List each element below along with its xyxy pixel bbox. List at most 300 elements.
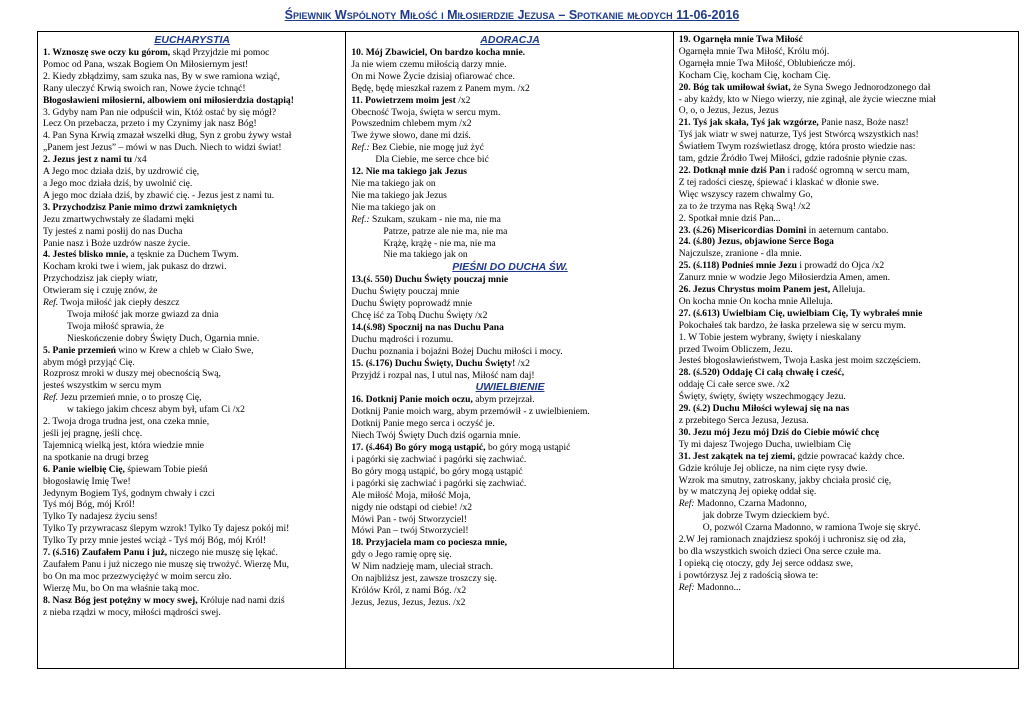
refrain-label: Ref: bbox=[678, 581, 695, 593]
song-title: 24. (ś.80) Jezus, objawione Serce Boga bbox=[678, 236, 834, 248]
song-title-line bbox=[43, 47, 341, 59]
lyric-text: skąd Przyjdzie mi pomoc bbox=[170, 47, 270, 58]
lyric-text: Kocham Cię, kocham Cię, kocham Cię. bbox=[678, 69, 831, 81]
lyric-text: i pagórki się zachwiać i pagórki się zachwiać. bbox=[351, 454, 527, 465]
lyric-text: z przebitego Serca Jezusa, Jezusa. bbox=[678, 415, 809, 426]
refrain-label: Ref. bbox=[43, 392, 59, 404]
lyric-text: 2. Kiedy zbłądzimy, sam szuka nas, By w swe ramiona wziąć, bbox=[43, 70, 280, 82]
lyric-line bbox=[351, 514, 668, 526]
lyric-line bbox=[679, 391, 1014, 403]
lyric-line bbox=[679, 129, 1014, 141]
song-title-line bbox=[43, 95, 341, 107]
lyric-text: Ty jesteś z nami posłij do nas Ducha bbox=[43, 225, 183, 237]
lyric-line bbox=[351, 370, 668, 382]
lyric-text: by w matczyną Jej opiekę oddał się. bbox=[678, 486, 817, 498]
lyric-text: Ale miłość Moja, miłość Moja, bbox=[351, 489, 471, 501]
lyric-text: oddaję Ci całe serce swe. /x2 bbox=[678, 379, 790, 391]
lyric-line bbox=[679, 582, 1014, 594]
song-title: 22. Dotknął mnie dziś Pan bbox=[678, 164, 786, 176]
lyric-text: jak dobrze Twym dzieckiem być. bbox=[702, 510, 830, 522]
lyric-text: w takiego jakim chcesz abym był, ufam Ci /x2 bbox=[67, 404, 245, 416]
lyric-line bbox=[679, 344, 1014, 356]
lyric-text: Ja nie wiem czemu miłością darzy mnie. bbox=[351, 58, 507, 70]
lyric-line bbox=[351, 71, 668, 83]
lyric-text: /x2 bbox=[515, 357, 530, 369]
lyric-text: 2. Twoja droga trudna jest, ona czeka mnie, bbox=[43, 416, 210, 428]
lyric-text: że Syna Swego Jednorodzonego dał bbox=[790, 81, 931, 93]
song-title-line bbox=[351, 166, 668, 178]
lyric-line bbox=[43, 59, 341, 71]
lyric-line bbox=[679, 94, 1014, 106]
lyric-text: Jedynym Bogiem Tyś, godnym chwały i czci bbox=[43, 487, 215, 499]
lyric-text: 4. Pan Syna Krwią zmazał wszelki dług, Syn z grobu żywy wstał bbox=[43, 130, 292, 142]
song-title: 21. Tyś jak skała, Tyś jak wzgórze, bbox=[678, 117, 819, 129]
lyric-text: Bo góry mogą ustąpić, bo góry mogą ustąpić bbox=[351, 465, 523, 477]
lyric-line bbox=[679, 379, 1014, 391]
song-title: 18. Przyjaciela mam co pociesza mnie, bbox=[351, 537, 507, 549]
song-title-line bbox=[679, 427, 1014, 439]
lyric-line bbox=[351, 454, 668, 466]
song-title-line bbox=[679, 367, 1014, 379]
lyric-text: Tylko Ty nadajesz życiu sens! bbox=[43, 511, 158, 523]
song-title: 3. Przychodzisz Panie mimo drzwi zamkniętych bbox=[43, 201, 238, 213]
lyric-text: Nie ma takiego jak Jezus bbox=[351, 189, 447, 201]
song-title: 11. Powietrzem moim jest bbox=[351, 94, 456, 106]
lyric-line bbox=[679, 177, 1014, 189]
lyric-line bbox=[351, 346, 668, 358]
lyric-text: Święty, święty, święty wszechmogący Jezu. bbox=[678, 391, 846, 403]
song-title: 25. (ś.118) Podnieś mnie Jezu bbox=[678, 260, 797, 272]
lyric-text: 1. W Tobie jestem wybrany, święty i nieskalany bbox=[678, 331, 862, 343]
lyric-text: 3. Gdyby nam Pan nie odpuścił win, Któż ostać by się mógł? bbox=[43, 106, 277, 118]
lyric-line bbox=[351, 202, 668, 214]
lyric-text: Mówi Pan - twój Stworzyciel! bbox=[351, 513, 467, 525]
lyric-line bbox=[679, 355, 1014, 367]
song-title-line bbox=[43, 595, 341, 607]
lyric-text: Powszednim chlebem mym /x2 bbox=[351, 118, 472, 130]
lyric-line bbox=[679, 153, 1014, 165]
lyric-text: Twoja miłość sprawia, że bbox=[67, 320, 164, 332]
lyric-line bbox=[43, 226, 341, 238]
refrain-label: Ref. bbox=[43, 297, 59, 309]
lyric-text: Duchu mądrości i rozumu. bbox=[351, 333, 454, 345]
refrain-label: Ref.: bbox=[351, 142, 370, 154]
lyric-text: Pomoc od Pana, wszak Bogiem On Miłosiernym jest! bbox=[43, 58, 249, 70]
lyric-text: Krążę, krążę - nie ma, nie ma bbox=[383, 237, 496, 249]
lyric-line bbox=[43, 285, 341, 297]
lyric-text: /x2 bbox=[455, 94, 471, 106]
lyric-text: Królów Król, z nami Bóg. /x2 bbox=[351, 584, 467, 596]
column-eucharystia bbox=[38, 32, 346, 668]
lyric-text: Tyś jak wiatr w swej naturze, Tyś jest Stwórcą wszystkich nas! bbox=[678, 129, 919, 141]
song-title-line bbox=[679, 225, 1014, 237]
lyric-line bbox=[43, 309, 341, 321]
lyric-text: O, pozwól Czarna Madonno, w ramiona Twoje się skryć. bbox=[702, 522, 921, 534]
lyric-text: za to że trzyma nas Ręką Swą! /x2 bbox=[678, 200, 811, 212]
lyric-text: nigdy nie odstąpi od ciebie! /x2 bbox=[351, 501, 473, 513]
refrain-label: Ref: bbox=[678, 498, 695, 510]
lyric-line bbox=[351, 549, 668, 561]
song-title: 7. (ś.516) Zaufałem Panu i już, bbox=[43, 547, 168, 559]
lyric-text: z nieba rządzi w mocy, miłości mądrości swej. bbox=[43, 606, 221, 618]
lyric-line bbox=[351, 585, 668, 597]
lyric-line bbox=[351, 525, 668, 537]
lyric-line bbox=[679, 463, 1014, 475]
lyric-line bbox=[351, 478, 668, 490]
song-title-line bbox=[679, 308, 1014, 320]
lyric-text: Rany uleczyć Krwią swoich ran, Nowe życie tchnąć! bbox=[43, 82, 246, 94]
lyric-text: O, o, o Jezus, Jezus, Jezus bbox=[678, 105, 779, 117]
songbook-sheet bbox=[37, 31, 1019, 669]
lyric-text: niczego nie muszę się lękać. bbox=[167, 547, 278, 559]
lyric-line bbox=[43, 511, 341, 523]
lyric-text: Przychodzisz jak ciepły wiatr, bbox=[43, 273, 158, 285]
song-title: 14.(ś.98) Spocznij na nas Duchu Pana bbox=[351, 321, 504, 333]
lyric-text: Niech Twój Święty Duch dziś ogarnia mnie. bbox=[351, 430, 521, 442]
lyric-text: Duchu poznania i bojaźni Bożej Duchu miłości i mocy. bbox=[351, 345, 563, 357]
lyric-line bbox=[43, 166, 341, 178]
lyric-text: Tylko Ty przy mnie jesteś wciąż - Tyś mój Bóg, mój Król! bbox=[43, 535, 267, 547]
song-title-line bbox=[679, 117, 1014, 129]
song-title: 13.(ś. 550) Duchu Święty pouczaj mnie bbox=[351, 274, 509, 286]
lyric-text: Z tej radości cieszę, śpiewać i klaskać w dłonie swe. bbox=[678, 176, 879, 188]
song-title-line bbox=[351, 358, 668, 370]
refrain-label: Ref.: bbox=[351, 213, 370, 225]
lyric-line bbox=[351, 130, 668, 142]
lyric-line bbox=[351, 107, 668, 119]
lyric-text: Jezus, Jezus, Jezus, Jezus. /x2 bbox=[351, 596, 466, 608]
lyric-line bbox=[43, 214, 341, 226]
song-title: 5. Panie przemień bbox=[43, 344, 116, 356]
lyric-line bbox=[43, 476, 341, 488]
lyric-line bbox=[679, 201, 1014, 213]
lyric-line bbox=[43, 440, 341, 452]
lyric-text: Nie ma takiego jak on bbox=[383, 249, 468, 261]
lyric-text: Alleluja. bbox=[830, 284, 866, 296]
lyric-text: gdy o Jego ramię oprę się. bbox=[351, 549, 452, 561]
lyric-text: Króluje nad nami dziś bbox=[197, 594, 285, 606]
lyric-line bbox=[679, 296, 1014, 308]
lyric-text: Ogarnęła mnie Twa Miłość, Oblubieńcze mój. bbox=[678, 57, 856, 69]
lyric-text: 2.W Jej ramionach znajdziesz spokój i uchronisz się od zła, bbox=[678, 534, 906, 546]
song-title-line bbox=[351, 47, 668, 59]
lyric-text: Gdzie króluje Jej oblicze, na nim cięte rysy dwie. bbox=[678, 462, 868, 474]
lyric-line bbox=[351, 118, 668, 130]
song-title-line bbox=[679, 260, 1014, 272]
lyric-line bbox=[679, 534, 1014, 546]
lyric-text: Twe żywe słowo, dane mi dziś. bbox=[351, 130, 471, 142]
song-title: 8. Nasz Bóg jest potężny w mocy swej, bbox=[43, 594, 198, 606]
lyric-line bbox=[43, 607, 341, 619]
lyric-text: bo On ma moc przezwyciężyć w moim sercu zło. bbox=[43, 570, 232, 582]
lyric-line bbox=[679, 522, 1014, 534]
lyric-line bbox=[43, 261, 341, 273]
song-title-line bbox=[679, 165, 1014, 177]
lyric-text: in aeternum cantabo. bbox=[806, 224, 889, 236]
lyric-line bbox=[43, 416, 341, 428]
song-title: 30. Jezu mój Jezu mój Dziś do Ciebie mówić chcę bbox=[678, 426, 880, 438]
lyric-text: Jezu zmartwychwstały ze śladami męki bbox=[43, 213, 195, 225]
lyric-text: na spotkanie na drugi brzeg bbox=[43, 451, 149, 463]
lyric-line bbox=[679, 475, 1014, 487]
lyric-line bbox=[679, 320, 1014, 332]
lyric-line bbox=[351, 430, 668, 442]
lyric-line bbox=[351, 561, 668, 573]
lyric-line bbox=[43, 321, 341, 333]
song-title: 2. Jezus jest z nami tu bbox=[43, 154, 133, 166]
lyric-text: Duchu Święty pouczaj mnie bbox=[351, 286, 460, 298]
lyric-text: i prowadź do Ojca /x2 bbox=[796, 260, 885, 272]
lyric-line bbox=[351, 59, 668, 71]
song-title: 29. (ś.2) Duchu Miłości wylewaj się na nas bbox=[678, 403, 850, 415]
lyric-line bbox=[43, 535, 341, 547]
lyric-line bbox=[351, 298, 668, 310]
song-title: 27. (ś.613) Uwielbiam Cię, uwielbiam Cię, Ty wybrałeś mnie bbox=[678, 307, 923, 319]
song-title: 26. Jezus Chrystus moim Panem jest, bbox=[678, 284, 831, 296]
song-title: 23. (ś.26) Misericordias Domini bbox=[678, 224, 807, 236]
lyric-text: Jezu przemień mnie, o to proszę Cię, bbox=[58, 392, 202, 404]
lyric-line bbox=[679, 105, 1014, 117]
lyric-text: Dla Ciebie, me serce chce bić bbox=[375, 154, 489, 166]
lyric-text: a Jego moc działa dziś, by uwolnić cię. bbox=[43, 177, 193, 189]
lyric-line bbox=[351, 334, 668, 346]
song-title: 1. Wznoszę swe oczy ku górom, bbox=[43, 47, 171, 58]
page-title: Śpiewnik Wspólnoty Miłość i Miłosierdzie Jezusa – Spotkanie młodych 11-06-2016 bbox=[284, 8, 740, 22]
lyric-line bbox=[679, 558, 1014, 570]
lyric-text: Obecność Twoja, święta w sercu mym. bbox=[351, 106, 501, 118]
song-title-line bbox=[351, 394, 668, 406]
lyric-text: - aby każdy, kto w Niego wierzy, nie zginął, ale życie wieczne miał bbox=[678, 93, 936, 105]
lyric-line bbox=[43, 107, 341, 119]
lyric-text: Więc wszyscy razem chwalmy Go, bbox=[678, 188, 813, 200]
lyric-line bbox=[43, 404, 341, 416]
lyric-text: Twoja miłość jak ciepły deszcz bbox=[58, 297, 180, 309]
lyric-text: i powtórzysz Jej z radością słowa te: bbox=[678, 569, 819, 581]
lyric-text: Tyś mój Bóg, mój Król! bbox=[43, 499, 135, 511]
column-adoracja bbox=[346, 32, 673, 668]
lyric-text: Światłem Twym rozświetlasz drogę, która prosto wiedzie nas: bbox=[678, 141, 916, 153]
song-title-line bbox=[679, 236, 1014, 248]
lyric-text: Tylko Ty przywracasz ślepym wzrok! Tylko Ty dajesz pokój mi! bbox=[43, 523, 290, 535]
lyric-text: Jesteś błogosławieństwem, Twoja Łaska jest moim szczęściem. bbox=[678, 355, 921, 367]
lyric-line bbox=[351, 142, 668, 154]
song-title-line bbox=[43, 345, 341, 357]
lyric-text: przed Twoim Obliczem, Jezu. bbox=[678, 343, 793, 355]
song-title-line bbox=[679, 82, 1014, 94]
lyric-line bbox=[43, 488, 341, 500]
lyric-text: Tajemnicą wielką jest, która wiedzie mnie bbox=[43, 439, 205, 451]
lyric-text: /x4 bbox=[132, 154, 147, 166]
lyric-line bbox=[679, 272, 1014, 284]
section-heading: ADORACJA bbox=[480, 34, 540, 46]
song-title-line bbox=[43, 464, 341, 476]
lyric-text: Nieskończenie dobry Święty Duch, Ogarnia mnie. bbox=[67, 332, 260, 344]
lyric-text: Mówi Pan – twój Stworzyciel! bbox=[351, 525, 469, 537]
lyric-text: Duchu Święty poprowadź mnie bbox=[351, 298, 473, 310]
lyric-text: śpiewam Tobie pieśń bbox=[124, 463, 208, 475]
lyric-line bbox=[679, 510, 1014, 522]
song-title-line bbox=[351, 322, 668, 334]
lyric-line bbox=[351, 502, 668, 514]
lyric-line bbox=[43, 452, 341, 464]
song-title-line bbox=[351, 95, 668, 107]
lyric-line bbox=[351, 490, 668, 502]
lyric-text: On mi Nowe Życie dzisiaj ofiarować chce. bbox=[351, 70, 515, 82]
lyric-line bbox=[351, 190, 668, 202]
lyric-text: Szukam, szukam - nie ma, nie ma bbox=[369, 213, 501, 225]
song-title-line bbox=[679, 403, 1014, 415]
lyric-line bbox=[679, 439, 1014, 451]
lyric-line bbox=[351, 286, 668, 298]
lyric-line bbox=[351, 154, 668, 166]
song-title: 17. (ś.464) Bo góry mogą ustąpić, bbox=[351, 442, 486, 454]
lyric-line bbox=[351, 226, 668, 238]
lyric-text: I opieką cię otoczy, gdy Jej serce oddasz swe, bbox=[678, 557, 854, 569]
song-title-line bbox=[43, 154, 341, 166]
lyric-text: jeśli jej pragnę, jeśli chcę. bbox=[43, 428, 143, 439]
lyric-text: Zaufałem Panu i już niczego nie muszę się trwożyć. Wierzę Mu, bbox=[43, 558, 289, 570]
column-uwielbienie-cont bbox=[674, 32, 1018, 668]
lyric-line bbox=[351, 214, 668, 226]
lyric-text: Pokochałeś tak bardzo, że łaska przelewa się w sercu mym. bbox=[678, 319, 906, 331]
lyric-text: W Nim nadzieję mam, uleciał strach. bbox=[351, 561, 494, 573]
song-title: 16. Dotknij Panie moich oczu, bbox=[351, 394, 473, 406]
lyric-text: Wierzę Mu, bo On ma właśnie taką moc. bbox=[43, 582, 200, 594]
section-heading: EUCHARYSTIA bbox=[154, 34, 231, 46]
song-title-line bbox=[43, 249, 341, 261]
song-title: 31. Jest zakątek na tej ziemi, bbox=[678, 450, 796, 462]
lyric-text: a tęsknie za Duchem Twym. bbox=[128, 249, 239, 261]
lyric-text: jesteś wszystkim w sercu mym bbox=[43, 380, 162, 392]
lyric-line bbox=[43, 142, 341, 154]
lyric-line bbox=[679, 546, 1014, 558]
lyric-line bbox=[43, 392, 341, 404]
lyric-text: Madonno... bbox=[694, 581, 741, 593]
lyric-text: bo góry mogą ustąpić bbox=[485, 442, 571, 454]
lyric-text: Bez Ciebie, nie mogę już żyć bbox=[369, 142, 484, 154]
lyric-text: Chcę iść za Tobą Duchu Święty /x2 bbox=[351, 310, 488, 322]
song-title: 28. (ś.520) Oddaję Ci całą chwałę i cześć, bbox=[678, 367, 845, 379]
lyric-line bbox=[43, 571, 341, 583]
song-title-line bbox=[351, 442, 668, 454]
lyric-line bbox=[351, 597, 668, 609]
lyric-line bbox=[351, 573, 668, 585]
lyric-text: „Panem jest Jezus” – mówi w nas Duch. Niech to widzi świat! bbox=[43, 142, 282, 154]
lyric-line bbox=[679, 141, 1014, 153]
lyric-text: 2. Spotkał mnie dziś Pan... bbox=[678, 212, 781, 224]
lyric-text: Kocham kroki twe i wiem, jak pukasz do drzwi. bbox=[43, 261, 227, 273]
lyric-line bbox=[43, 297, 341, 309]
lyric-line bbox=[43, 523, 341, 535]
lyric-text: Otwieram się i czuję znów, że bbox=[43, 285, 158, 297]
lyric-text: Najczulsze, zranione - dla mnie. bbox=[678, 248, 802, 260]
lyric-line bbox=[351, 310, 668, 322]
lyric-text: Przyjdź i rozpal nas, I utul nas, Miłość nam daj! bbox=[351, 369, 535, 381]
lyric-line bbox=[351, 249, 668, 261]
lyric-line bbox=[679, 415, 1014, 427]
lyric-line bbox=[43, 428, 341, 440]
lyric-line bbox=[679, 498, 1014, 510]
lyric-text: Twoja miłość jak morze gwiazd za dnia bbox=[67, 308, 219, 320]
lyric-line bbox=[679, 213, 1014, 225]
song-title: 15. (ś.176) Duchu Święty, Duchu Święty! bbox=[351, 357, 516, 369]
lyric-line bbox=[43, 499, 341, 511]
lyric-text: Dotknij Panie moich warg, abym przemówił - z uwielbieniem. bbox=[351, 406, 590, 418]
song-title-line bbox=[679, 451, 1014, 463]
lyric-line bbox=[43, 190, 341, 202]
lyric-line bbox=[351, 83, 668, 95]
lyric-line bbox=[43, 559, 341, 571]
section-heading: UWIELBIENIE bbox=[475, 381, 545, 394]
song-title-line bbox=[351, 537, 668, 549]
lyric-line bbox=[43, 333, 341, 345]
lyric-text: A jego moc działa dziś, by zbawić cię. - Jezus jest z nami tu. bbox=[43, 189, 275, 201]
lyric-text: Nie ma takiego jak on bbox=[351, 177, 436, 189]
song-title: 19. Ogarnęła mnie Twa Miłość bbox=[678, 34, 803, 45]
lyric-text: Zanurz mnie w wodzie Jego Miłosierdzia Amen, amen. bbox=[678, 272, 890, 284]
lyric-line bbox=[351, 418, 668, 430]
lyric-text: abym mógł przyjąć Cię. bbox=[43, 356, 135, 368]
lyric-line bbox=[679, 70, 1014, 82]
lyric-line bbox=[43, 238, 341, 250]
lyric-text: Nie ma takiego jak on bbox=[351, 201, 436, 213]
lyric-text: abym przejrzał. bbox=[472, 394, 535, 406]
song-title: Błogosławieni miłosierni, albowiem oni miłosierdzia dostąpią! bbox=[43, 94, 294, 106]
lyric-line bbox=[43, 118, 341, 130]
song-title-line bbox=[679, 284, 1014, 296]
song-title: 6. Panie wielbię Cię, bbox=[43, 463, 125, 475]
lyric-line bbox=[43, 368, 341, 380]
lyric-text: Ty mi dajesz Twojego Ducha, uwielbiam Cię bbox=[678, 438, 851, 450]
lyric-text: Lecz On przebacza, przeto i my Czynimy jak nasz Bóg! bbox=[43, 118, 257, 130]
song-title-line bbox=[43, 202, 341, 214]
song-title-line bbox=[351, 274, 668, 286]
lyric-text: wino w Krew a chleb w Ciało Swe, bbox=[115, 344, 254, 356]
lyric-text: On najbliższ jest, zawsze troszczy się. bbox=[351, 573, 497, 585]
lyric-text: Wzrok ma smutny, zatroskany, jakby chciała prosić cię, bbox=[678, 474, 892, 486]
lyric-text: tam, gdzie Źródło Twej Miłości, gdzie radośnie płynie czas. bbox=[678, 153, 908, 165]
lyric-line bbox=[351, 466, 668, 478]
lyric-text: bo dla wszystkich swoich dzieci Ona serce czułe ma. bbox=[678, 545, 881, 557]
song-title-line bbox=[679, 34, 1014, 46]
lyric-text: Panie nasz, Boże nasz! bbox=[818, 117, 909, 129]
lyric-text: i pagórki się zachwiać i pagórki się zachwiać. bbox=[351, 477, 527, 489]
lyric-line bbox=[679, 189, 1014, 201]
lyric-line bbox=[43, 71, 341, 83]
lyric-line bbox=[43, 83, 341, 95]
section-heading: PIEŚNI DO DUCHA ŚW. bbox=[452, 261, 568, 274]
lyric-line bbox=[43, 130, 341, 142]
lyric-line bbox=[679, 58, 1014, 70]
song-title: 4. Jesteś blisko mnie, bbox=[43, 249, 129, 261]
song-title: 10. Mój Zbawiciel, On bardzo kocha mnie. bbox=[351, 47, 526, 58]
lyric-text: gdzie powracać każdy chce. bbox=[795, 450, 905, 462]
lyric-line bbox=[679, 248, 1014, 260]
lyric-text: Dotknij Panie mego serca i oczyść je. bbox=[351, 418, 495, 430]
song-title-line bbox=[43, 547, 341, 559]
lyric-text: Panie nasz i Boże uzdrów nasze życie. bbox=[43, 237, 191, 249]
lyric-text: Ogarnęła mnie Twa Miłość, Królu mój. bbox=[678, 45, 830, 57]
lyric-line bbox=[43, 380, 341, 392]
lyric-text: Rozprosz mroki w duszy mej obecnością Swą, bbox=[43, 368, 221, 380]
lyric-text: Będę, będę mieszkał razem z Panem mym. /x2 bbox=[351, 82, 530, 94]
lyric-line bbox=[679, 570, 1014, 582]
lyric-line bbox=[679, 332, 1014, 344]
lyric-line bbox=[351, 406, 668, 418]
lyric-text: błogosławię Imię Twe! bbox=[43, 475, 131, 487]
lyric-line bbox=[351, 238, 668, 250]
lyric-line bbox=[43, 178, 341, 190]
